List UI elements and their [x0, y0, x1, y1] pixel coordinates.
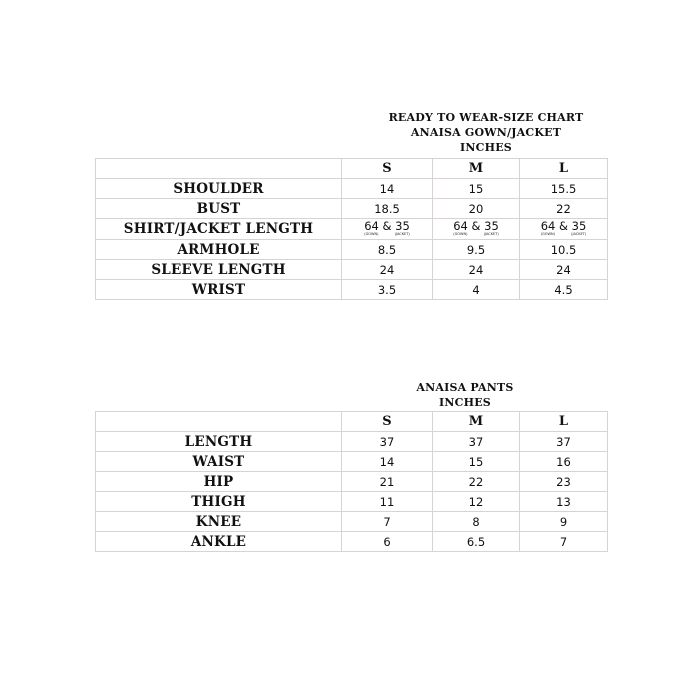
table-row [96, 472, 608, 492]
value-cell: 15 [433, 452, 520, 472]
header-empty-cell [96, 159, 342, 179]
pants-chart-title [400, 380, 530, 410]
row-label: ARMHOLE [96, 240, 342, 260]
combo-main-value: 64 & 35 [540, 219, 587, 233]
header-empty-cell [96, 412, 342, 432]
value-cell: 4 [433, 280, 520, 300]
gown-sub-label: (GOWN) [540, 232, 555, 236]
gown-title-line: READY TO WEAR-SIZE CHART [388, 111, 584, 124]
size-header-m: M [433, 159, 520, 179]
table-row [96, 512, 608, 532]
value-cell: 9 [520, 512, 608, 532]
combo-value [541, 219, 587, 236]
gown-sub-label: (GOWN) [453, 232, 468, 236]
pants-size-table [95, 411, 608, 552]
value-cell: 9.5 [433, 240, 520, 260]
value-cell [520, 219, 608, 240]
value-cell: 37 [520, 432, 608, 452]
row-label: WRIST [96, 280, 342, 300]
value-cell: 4.5 [520, 280, 608, 300]
size-header-l: L [520, 412, 608, 432]
value-cell: 24 [342, 260, 433, 280]
table-row [96, 240, 608, 260]
pants-title-line: INCHES [439, 396, 491, 409]
value-cell: 22 [433, 472, 520, 492]
value-cell: 37 [433, 432, 520, 452]
gown-title-line: ANAISA GOWN/JACKET [410, 126, 562, 139]
table-row [96, 280, 608, 300]
combo-main-value: 64 & 35 [364, 219, 410, 233]
row-label: SLEEVE LENGTH [96, 260, 342, 280]
row-label: BUST [96, 199, 342, 219]
gown-title-line: INCHES [460, 141, 512, 154]
row-label: KNEE [96, 512, 342, 532]
jacket-sub-label: (JACKET) [571, 232, 587, 236]
jacket-sub-label: (JACKET) [394, 232, 410, 236]
value-cell: 20 [433, 199, 520, 219]
table-row [96, 199, 608, 219]
table-row [96, 219, 608, 240]
row-label: HIP [96, 472, 342, 492]
size-header-l: L [520, 159, 608, 179]
size-header-m: M [433, 412, 520, 432]
value-cell: 15.5 [520, 179, 608, 199]
row-label: WAIST [96, 452, 342, 472]
value-cell: 14 [342, 452, 433, 472]
value-cell: 37 [342, 432, 433, 452]
value-cell [342, 219, 433, 240]
value-cell: 12 [433, 492, 520, 512]
table-row [96, 532, 608, 552]
size-header-s: S [342, 159, 433, 179]
table-row [96, 452, 608, 472]
value-cell: 24 [433, 260, 520, 280]
value-cell [433, 219, 520, 240]
gown-chart-title [380, 110, 592, 155]
row-label: SHOULDER [96, 179, 342, 199]
value-cell: 3.5 [342, 280, 433, 300]
value-cell: 10.5 [520, 240, 608, 260]
combo-value [453, 219, 499, 236]
value-cell: 13 [520, 492, 608, 512]
value-cell: 15 [433, 179, 520, 199]
gown-size-table [95, 158, 608, 300]
combo-value [364, 219, 410, 236]
pants-title-line: ANAISA PANTS [416, 381, 514, 394]
table-row [96, 260, 608, 280]
row-label: SHIRT/JACKET LENGTH [96, 219, 342, 240]
row-label: ANKLE [96, 532, 342, 552]
combo-main-value: 64 & 35 [453, 219, 499, 233]
value-cell: 18.5 [342, 199, 433, 219]
table-header-row [96, 412, 608, 432]
table-row [96, 432, 608, 452]
jacket-sub-label: (JACKET) [483, 232, 499, 236]
value-cell: 8.5 [342, 240, 433, 260]
value-cell: 8 [433, 512, 520, 532]
table-header-row [96, 159, 608, 179]
value-cell: 7 [520, 532, 608, 552]
table-row [96, 492, 608, 512]
size-header-s: S [342, 412, 433, 432]
value-cell: 22 [520, 199, 608, 219]
value-cell: 14 [342, 179, 433, 199]
value-cell: 6.5 [433, 532, 520, 552]
value-cell: 16 [520, 452, 608, 472]
value-cell: 24 [520, 260, 608, 280]
row-label: THIGH [96, 492, 342, 512]
value-cell: 6 [342, 532, 433, 552]
value-cell: 21 [342, 472, 433, 492]
value-cell: 23 [520, 472, 608, 492]
value-cell: 11 [342, 492, 433, 512]
gown-sub-label: (GOWN) [364, 232, 379, 236]
row-label: LENGTH [96, 432, 342, 452]
table-row [96, 179, 608, 199]
value-cell: 7 [342, 512, 433, 532]
